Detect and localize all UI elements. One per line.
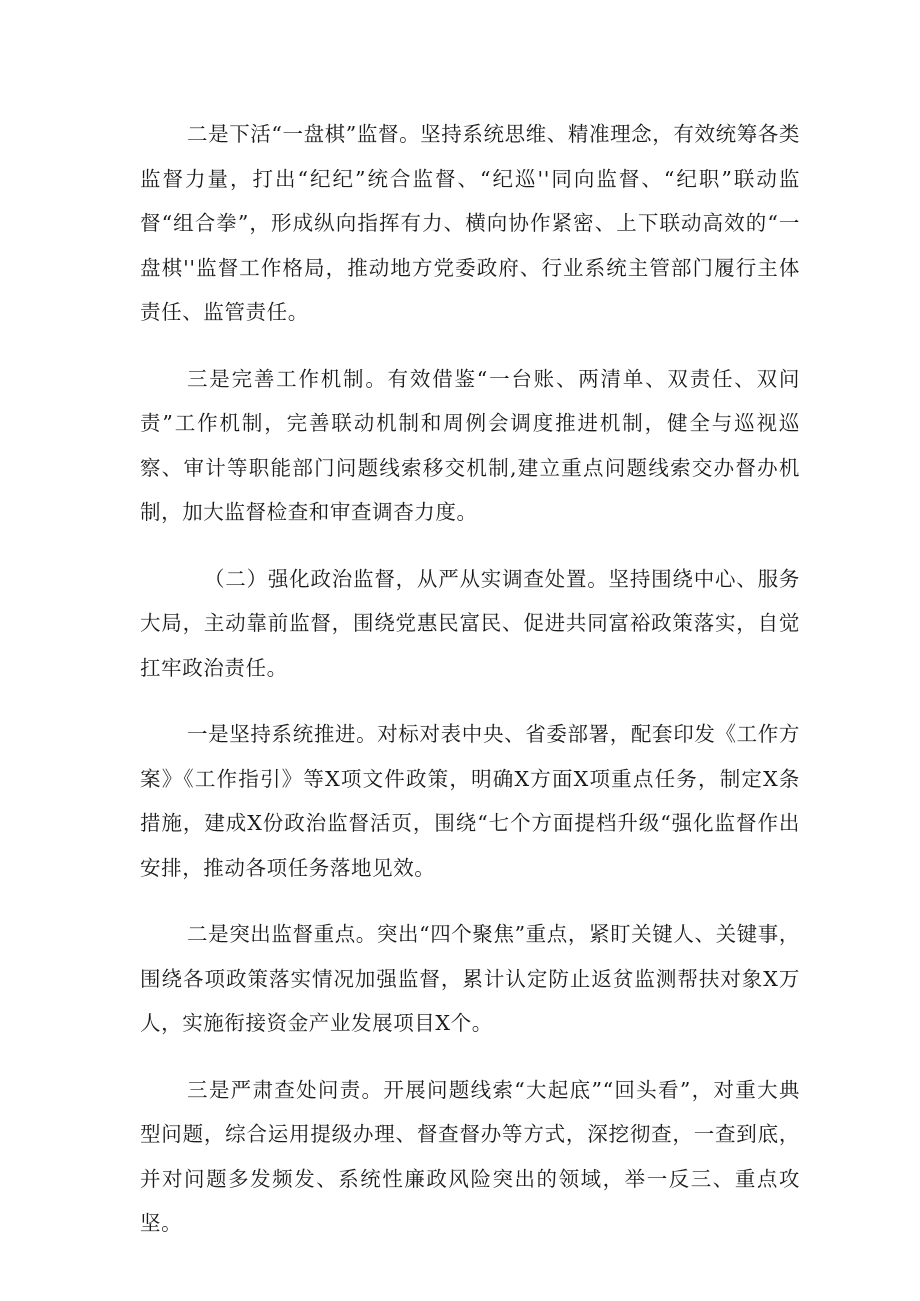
- paragraph-plan-two: 二是下活“一盘棋”监督。坚持系统思维、精准理念，有效统筹各类监督力量，打出“纪纪”统合监督、“纪巡''同向监督、“纪职”联动监督“组合拳”，形成纵向指挥有力、横向协作紧密、上下联动高效的“一盘棋''监督工作格局，推动地方党委政府、行业系统主管部门履行主体责任、监管责任。: [140, 122, 800, 324]
- paragraph-point-two: 二是突出监督重点。突出“四个聚焦”重点，紧盯关键人、关键事，围绕各项政策落实情况加强监督，累计认定防止返贫监测帮扶对象X万人，实施衔接资金产业发展项目X个。: [140, 922, 800, 1035]
- paragraph-plan-three: 三是完善工作机制。有效借鉴“一台账、两清单、双责任、双问责”工作机制，完善联动机制和周例会调度推进机制，健全与巡视巡察、审计等职能部门问题线索移交机制,建立重点问题线索交办督办机制，加大监督检查和审查调杳力度。: [140, 366, 800, 524]
- paragraph-point-one: 一是坚持系统推进。对标对表中央、省委部署，配套印发《工作方案》《工作指引》等X项文件政策，明确X方面X项重点任务，制定X条措施，建成X份政治监督活页，围绕“七个方面提档升级“强化监督作出安排，推动各项任务落地见效。: [140, 722, 800, 880]
- section-heading-paragraph: （二）强化政治监督，从严从实调查处置。坚持围绕中心、服务大局，主动靠前监督，围绕党惠民富民、促进共同富裕政策落实，自觉扛牢政治责任。: [140, 566, 800, 680]
- paragraph-point-three: 三是严肃查处问责。开展问题线索“大起底”“回头看”，对重大典型问题，综合运用提级办理、督查督办等方式，深挖彻查，一查到底，并对问题多发频发、系统性廉政风险突出的领域，举一反三、重点攻坚。: [140, 1077, 800, 1235]
- document-body: [140, 112, 800, 1268]
